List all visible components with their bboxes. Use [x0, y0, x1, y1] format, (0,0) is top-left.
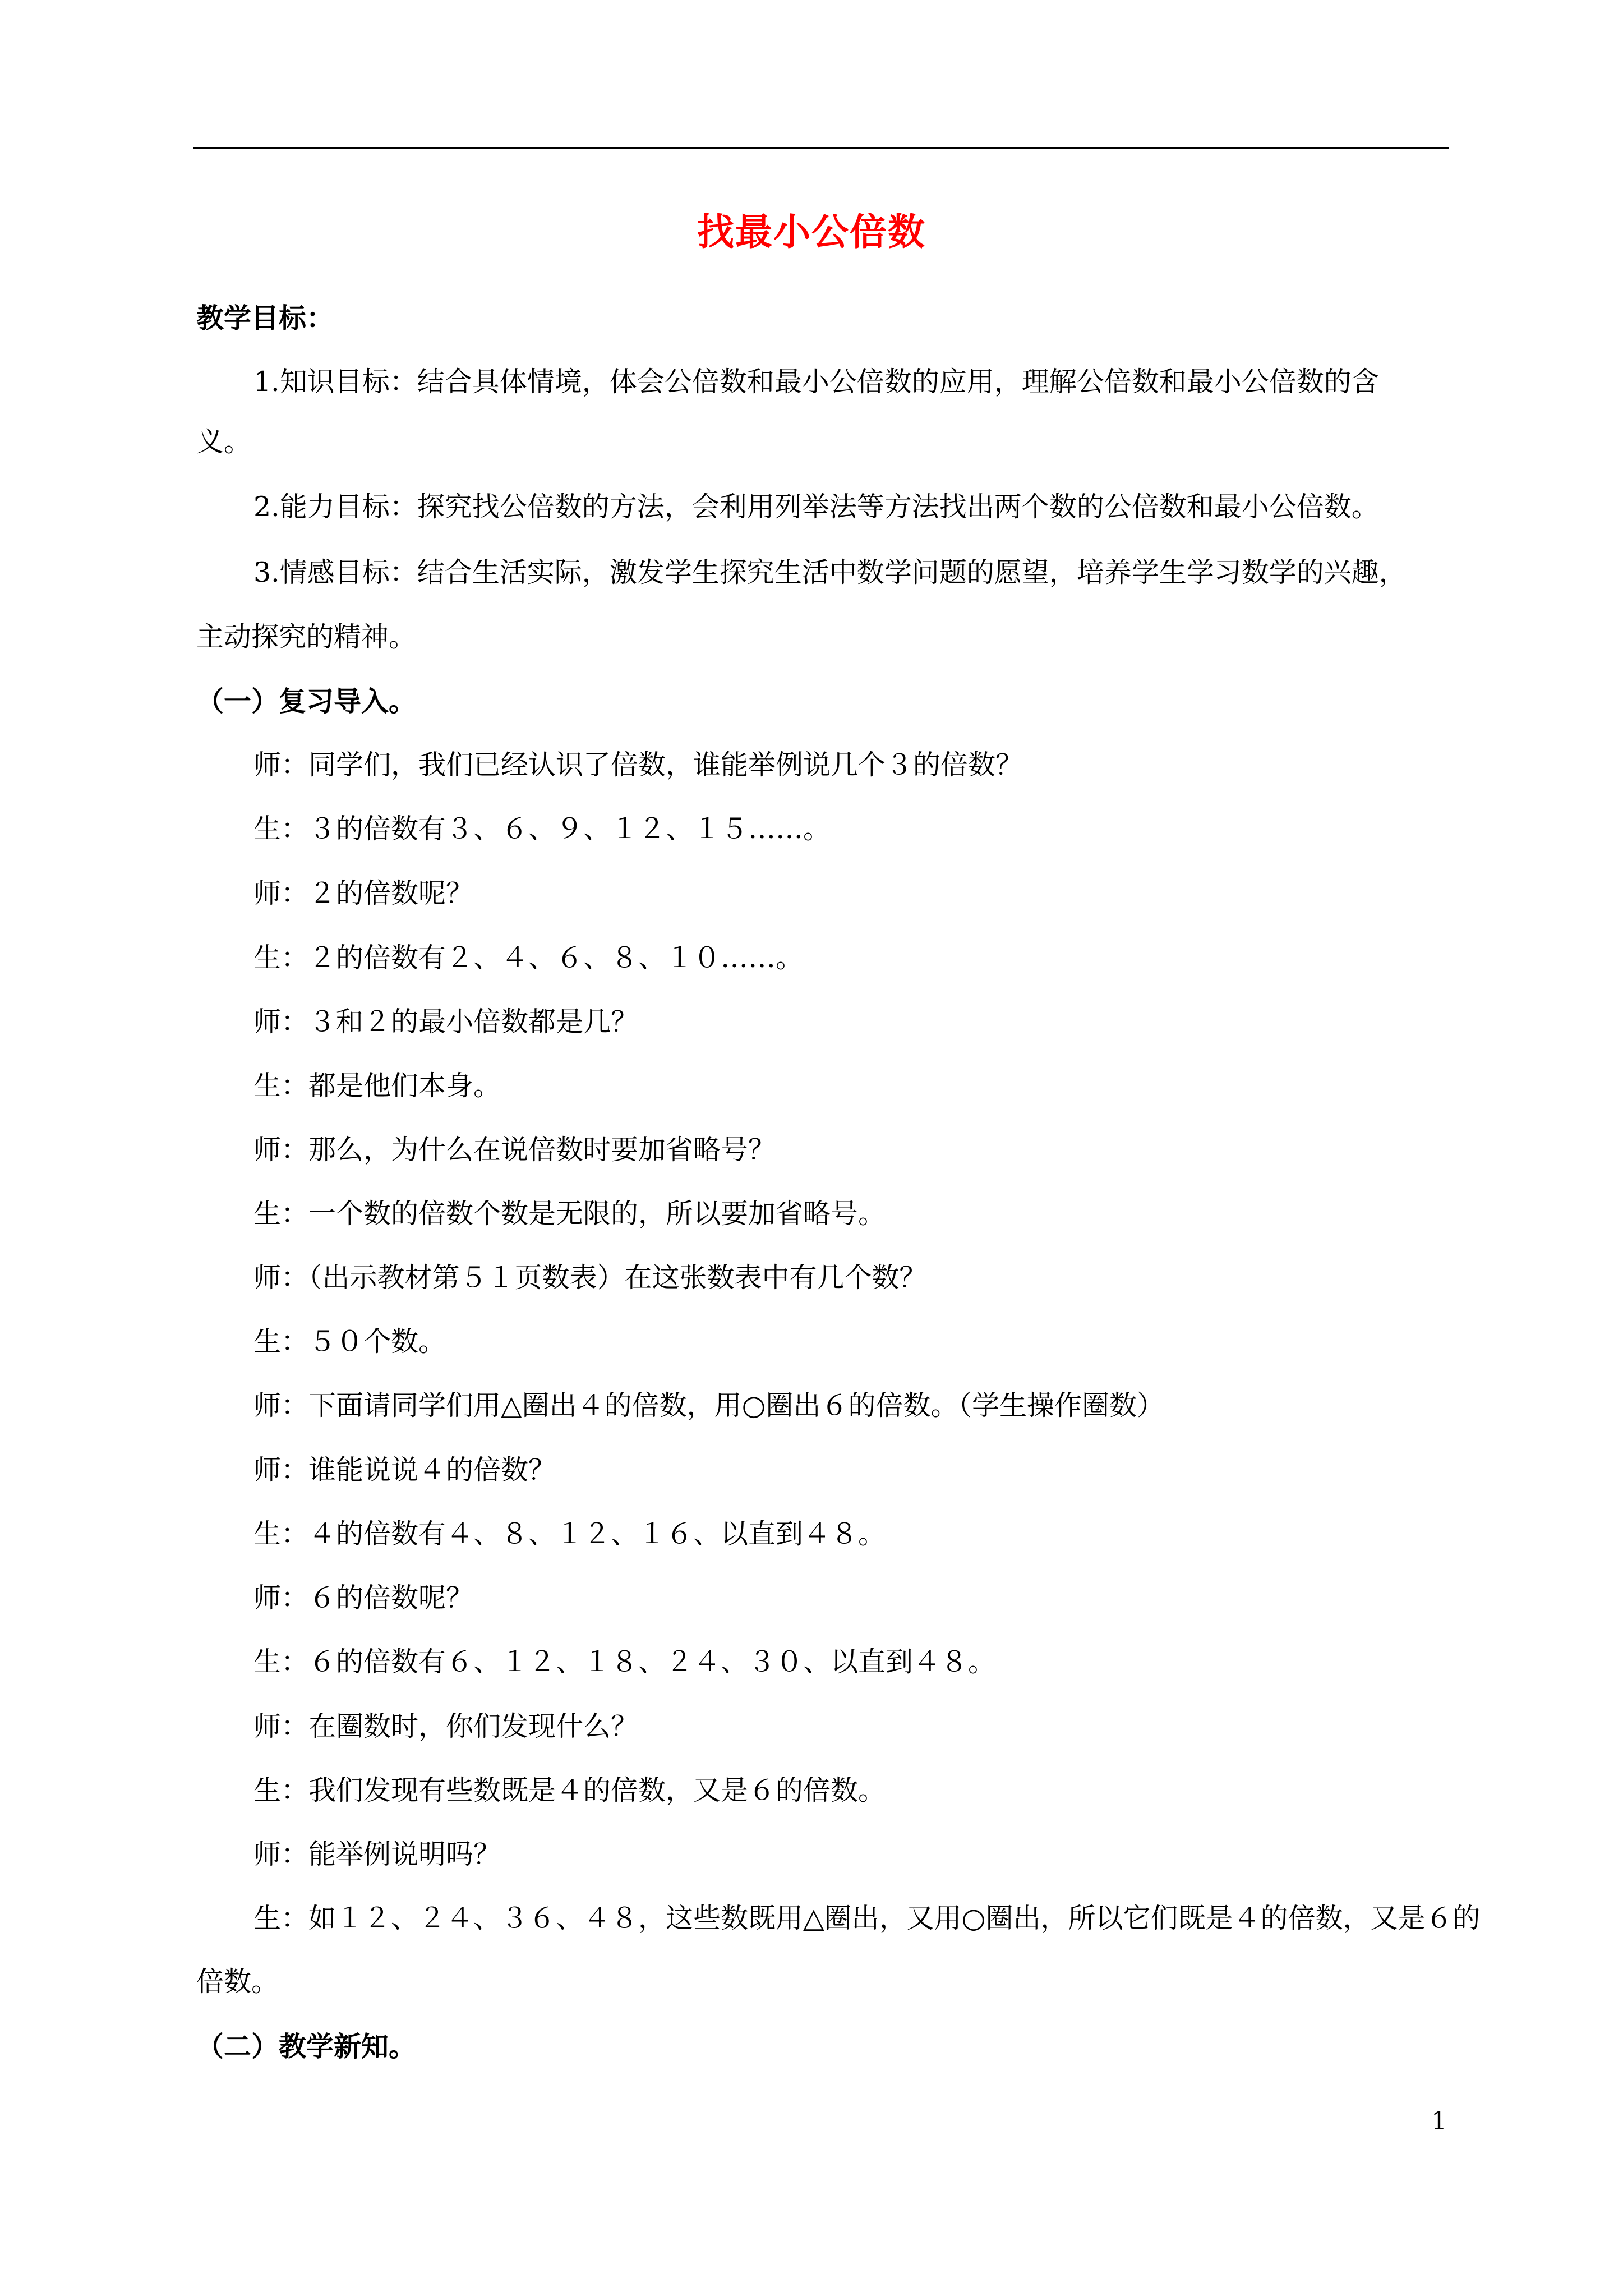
dialogue-line: 生：都是他们本身。	[253, 1070, 501, 1102]
dialogue-line: 生：一个数的倍数个数是无限的，所以要加省略号。	[253, 1198, 886, 1230]
goal-1-line-1: 1.知识目标：结合具体情境，体会公倍数和最小公倍数的应用，理解公倍数和最小公倍数的含	[253, 366, 1379, 398]
dialogue-line: 师：２的倍数呢？	[253, 877, 474, 909]
goal-3-line-2: 主动探究的精神。	[196, 621, 417, 653]
dialogue-line: 师：（出示教材第５１页数表）在这张数表中有几个数？	[253, 1262, 927, 1294]
dialogue-line: 师：谁能说说４的倍数？	[253, 1454, 556, 1486]
goal-1-line-2: 义。	[196, 426, 252, 458]
dialogue-line: 师：能举例说明吗？	[253, 1838, 501, 1870]
dialogue-line: 生：我们发现有些数既是４的倍数，又是６的倍数。	[253, 1774, 886, 1806]
part-1-heading: （一）复习导入。	[196, 685, 417, 717]
dialogue-line: 生：如１２、２４、３６、４８，这些数既用△圈出，又用○圈出，所以它们既是４的倍数，又是６的	[253, 1902, 1481, 1934]
dialogue-line: 师：６的倍数呢？	[253, 1582, 474, 1614]
dialogue-line: 生：６的倍数有６、１２、１８、２４、３０、以直到４８。	[253, 1646, 996, 1678]
dialogue-line: 师：３和２的最小倍数都是几？	[253, 1006, 639, 1038]
goal-2: 2.能力目标：探究找公倍数的方法，会利用列举法等方法找出两个数的公倍数和最小公倍数。	[253, 491, 1379, 523]
dialogue-line: 师：同学们，我们已经认识了倍数，谁能举例说几个３的倍数？	[253, 749, 1023, 781]
header-rule	[193, 147, 1449, 149]
dialogue-line: 生：２的倍数有２、４、６、８、１０……。	[253, 942, 804, 974]
dialogue-line: 师：那么，为什么在说倍数时要加省略号？	[253, 1134, 776, 1166]
goals-heading: 教学目标：	[196, 302, 334, 334]
dialogue-line: 生：３的倍数有３、６、９、１２、１５……。	[253, 813, 831, 845]
page-number: 1	[1431, 2107, 1447, 2136]
dialogue-line: 师：在圈数时，你们发现什么？	[253, 1710, 639, 1742]
page-title: 找最小公倍数	[697, 210, 926, 254]
dialogue-line: 生：４的倍数有４、８、１２、１６、以直到４８。	[253, 1518, 886, 1550]
dialogue-line: 倍数。	[196, 1966, 279, 1998]
goal-3-line-1: 3.情感目标：结合生活实际，激发学生探究生活中数学问题的愿望，培养学生学习数学的兴趣，	[253, 556, 1407, 588]
part-2-heading: （二）教学新知。	[196, 2030, 417, 2063]
dialogue-line: 师：下面请同学们用△圈出４的倍数，用○圈出６的倍数。（学生操作圈数）	[253, 1389, 1164, 1421]
dialogue-line: 生：５０个数。	[253, 1326, 446, 1358]
